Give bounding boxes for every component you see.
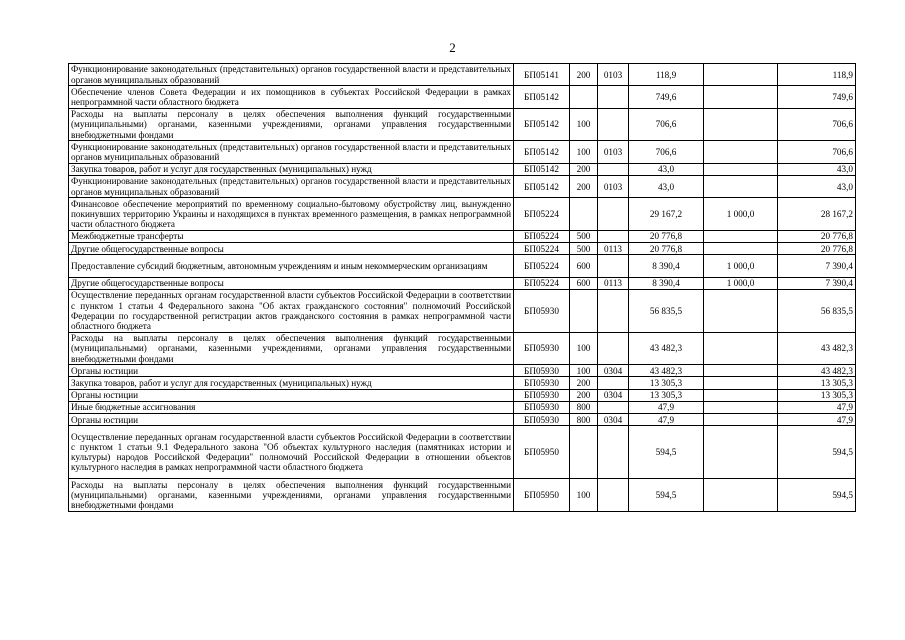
section-code-cell: 0103 <box>598 141 629 163</box>
table-row <box>69 414 856 426</box>
total-amount-cell: 13 305,3 <box>778 389 856 401</box>
table-row <box>69 332 856 365</box>
total-amount-cell: 43,0 <box>778 163 856 175</box>
total-amount-cell: 7 390,4 <box>778 277 856 289</box>
table-row <box>69 198 856 231</box>
expense-type-cell: 100 <box>570 108 598 141</box>
expense-type-cell: 100 <box>570 479 598 512</box>
target-code-cell: БП05142 <box>514 108 570 141</box>
expense-type-cell <box>570 86 598 108</box>
total-amount-cell: 13 305,3 <box>778 377 856 389</box>
section-code-cell <box>598 479 629 512</box>
change-amount-cell <box>704 243 778 255</box>
change-amount-cell <box>704 230 778 242</box>
amount-cell: 29 167,2 <box>629 198 704 231</box>
expense-name-cell: Предоставление субсидий бюджетным, автономным учреждениям и иным некоммерческим организациям <box>69 255 514 277</box>
change-amount-cell <box>704 289 778 332</box>
change-amount-cell <box>704 163 778 175</box>
table-row <box>69 163 856 175</box>
total-amount-cell: 749,6 <box>778 86 856 108</box>
section-code-cell <box>598 86 629 108</box>
expense-type-cell: 200 <box>570 377 598 389</box>
target-code-cell: БП05142 <box>514 141 570 163</box>
change-amount-cell <box>704 401 778 413</box>
expense-name-cell: Другие общегосударственные вопросы <box>69 243 514 255</box>
target-code-cell: БП05142 <box>514 163 570 175</box>
expense-name-cell: Функционирование законодательных (представительных) органов государственной власти и представительных органов муниципальных образований <box>69 175 514 197</box>
table-row <box>69 243 856 255</box>
section-code-cell <box>598 198 629 231</box>
section-code-cell <box>598 230 629 242</box>
amount-cell: 8 390,4 <box>629 277 704 289</box>
target-code-cell: БП05930 <box>514 289 570 332</box>
target-code-cell: БП05930 <box>514 401 570 413</box>
table-row <box>69 230 856 242</box>
expense-name-cell: Расходы на выплаты персоналу в целях обеспечения выполнения функций государственными (муниципальными) органами, казенными учреждениями, органами управления государственными внебюджетными фондами <box>69 108 514 141</box>
expense-name-cell: Иные бюджетные ассигнования <box>69 401 514 413</box>
change-amount-cell <box>704 141 778 163</box>
amount-cell: 47,9 <box>629 414 704 426</box>
expense-name-cell: Органы юстиции <box>69 365 514 377</box>
change-amount-cell <box>704 377 778 389</box>
expense-type-cell <box>570 198 598 231</box>
expense-type-cell: 600 <box>570 255 598 277</box>
expense-name-cell: Функционирование законодательных (представительных) органов государственной власти и представительных органов муниципальных образований <box>69 141 514 163</box>
expense-name-cell: Финансовое обеспечение мероприятий по временному социально-бытовому обустройству лиц, вынужденно покинувших территорию Украины и находящихся в пунктах временного размещения, в рамках непрограммной части областного бюджета <box>69 198 514 231</box>
change-amount-cell: 1 000,0 <box>704 198 778 231</box>
section-code-cell <box>598 255 629 277</box>
change-amount-cell <box>704 332 778 365</box>
section-code-cell <box>598 163 629 175</box>
table-row <box>69 108 856 141</box>
target-code-cell: БП05141 <box>514 64 570 86</box>
expense-name-cell: Осуществление переданных органам государственной власти субъектов Российской Федерации в соответствии с пунктом 1 статьи 4 Федерального закона "Об актах гражданского состояния" полномочий Российской Федерации по государственной регистрации актов гражданского состояния в рамках непрограммной части областного бюджета <box>69 289 514 332</box>
change-amount-cell <box>704 108 778 141</box>
expense-name-cell: Другие общегосударственные вопросы <box>69 277 514 289</box>
target-code-cell: БП05930 <box>514 365 570 377</box>
change-amount-cell <box>704 389 778 401</box>
expense-type-cell: 500 <box>570 230 598 242</box>
target-code-cell: БП05930 <box>514 332 570 365</box>
target-code-cell: БП05930 <box>514 377 570 389</box>
expense-type-cell <box>570 289 598 332</box>
expense-type-cell: 600 <box>570 277 598 289</box>
table-row <box>69 389 856 401</box>
total-amount-cell: 28 167,2 <box>778 198 856 231</box>
target-code-cell: БП05224 <box>514 243 570 255</box>
change-amount-cell <box>704 479 778 512</box>
expense-name-cell: Межбюджетные трансферты <box>69 230 514 242</box>
amount-cell: 43,0 <box>629 163 704 175</box>
expense-name-cell: Расходы на выплаты персоналу в целях обеспечения выполнения функций государственными (муниципальными) органами, казенными учреждениями, органами управления государственными внебюджетными фондами <box>69 332 514 365</box>
total-amount-cell: 20 776,8 <box>778 243 856 255</box>
expense-name-cell: Осуществление переданных органам государственной власти субъектов Российской Федерации в соответствии с пунктом 1 статьи 9.1 Федерального закона "Об объектах культурного наследия (памятниках истории и культуры) народов Российской Федерации" полномочий Российской Федерации в отношении объектов культурного наследия в рамках непрограммной части областного бюджета <box>69 426 514 479</box>
change-amount-cell: 1 000,0 <box>704 277 778 289</box>
amount-cell: 43 482,3 <box>629 365 704 377</box>
section-code-cell: 0113 <box>598 277 629 289</box>
expense-type-cell: 100 <box>570 365 598 377</box>
table-row <box>69 277 856 289</box>
total-amount-cell: 594,5 <box>778 479 856 512</box>
amount-cell: 13 305,3 <box>629 377 704 389</box>
section-code-cell: 0113 <box>598 243 629 255</box>
section-code-cell: 0304 <box>598 389 629 401</box>
expense-type-cell: 200 <box>570 175 598 197</box>
table-row <box>69 365 856 377</box>
amount-cell: 118,9 <box>629 64 704 86</box>
table-row <box>69 64 856 86</box>
section-code-cell: 0304 <box>598 414 629 426</box>
expense-type-cell: 200 <box>570 389 598 401</box>
section-code-cell <box>598 377 629 389</box>
amount-cell: 43 482,3 <box>629 332 704 365</box>
target-code-cell: БП05142 <box>514 86 570 108</box>
table-row <box>69 426 856 479</box>
amount-cell: 594,5 <box>629 479 704 512</box>
table-row <box>69 377 856 389</box>
total-amount-cell: 47,9 <box>778 414 856 426</box>
expense-name-cell: Расходы на выплаты персоналу в целях обеспечения выполнения функций государственными (муниципальными) органами, казенными учреждениями, органами управления государственными внебюджетными фондами <box>69 479 514 512</box>
amount-cell: 56 835,5 <box>629 289 704 332</box>
amount-cell: 43,0 <box>629 175 704 197</box>
target-code-cell: БП05950 <box>514 479 570 512</box>
table-row <box>69 175 856 197</box>
section-code-cell: 0103 <box>598 175 629 197</box>
expense-type-cell: 100 <box>570 332 598 365</box>
table-row <box>69 401 856 413</box>
section-code-cell <box>598 426 629 479</box>
target-code-cell: БП05950 <box>514 426 570 479</box>
expense-type-cell: 100 <box>570 141 598 163</box>
table-row <box>69 289 856 332</box>
total-amount-cell: 7 390,4 <box>778 255 856 277</box>
change-amount-cell <box>704 86 778 108</box>
target-code-cell: БП05930 <box>514 389 570 401</box>
expense-name-cell: Органы юстиции <box>69 389 514 401</box>
amount-cell: 20 776,8 <box>629 230 704 242</box>
expense-name-cell: Органы юстиции <box>69 414 514 426</box>
change-amount-cell <box>704 175 778 197</box>
change-amount-cell <box>704 64 778 86</box>
section-code-cell <box>598 332 629 365</box>
total-amount-cell: 594,5 <box>778 426 856 479</box>
target-code-cell: БП05930 <box>514 414 570 426</box>
total-amount-cell: 43,0 <box>778 175 856 197</box>
expense-type-cell: 500 <box>570 243 598 255</box>
expense-type-cell: 800 <box>570 414 598 426</box>
table-row <box>69 141 856 163</box>
section-code-cell: 0304 <box>598 365 629 377</box>
target-code-cell: БП05224 <box>514 230 570 242</box>
target-code-cell: БП05224 <box>514 198 570 231</box>
expense-name-cell: Функционирование законодательных (представительных) органов государственной власти и представительных органов муниципальных образований <box>69 64 514 86</box>
total-amount-cell: 706,6 <box>778 108 856 141</box>
expense-name-cell: Закупка товаров, работ и услуг для государственных (муниципальных) нужд <box>69 163 514 175</box>
section-code-cell <box>598 289 629 332</box>
amount-cell: 749,6 <box>629 86 704 108</box>
total-amount-cell: 56 835,5 <box>778 289 856 332</box>
section-code-cell: 0103 <box>598 64 629 86</box>
table-row <box>69 86 856 108</box>
amount-cell: 594,5 <box>629 426 704 479</box>
budget-table <box>68 63 856 512</box>
total-amount-cell: 118,9 <box>778 64 856 86</box>
expense-type-cell: 200 <box>570 64 598 86</box>
total-amount-cell: 43 482,3 <box>778 365 856 377</box>
amount-cell: 47,9 <box>629 401 704 413</box>
total-amount-cell: 20 776,8 <box>778 230 856 242</box>
expense-type-cell: 200 <box>570 163 598 175</box>
amount-cell: 706,6 <box>629 108 704 141</box>
budget-table-body <box>69 64 856 512</box>
expense-type-cell <box>570 426 598 479</box>
target-code-cell: БП05224 <box>514 255 570 277</box>
change-amount-cell <box>704 365 778 377</box>
section-code-cell <box>598 108 629 141</box>
change-amount-cell <box>704 414 778 426</box>
total-amount-cell: 43 482,3 <box>778 332 856 365</box>
section-code-cell <box>598 401 629 413</box>
total-amount-cell: 706,6 <box>778 141 856 163</box>
expense-name-cell: Обеспечение членов Совета Федерации и их помощников в субъектах Российской Федерации в рамках непрограммной части областного бюджета <box>69 86 514 108</box>
change-amount-cell: 1 000,0 <box>704 255 778 277</box>
target-code-cell: БП05224 <box>514 277 570 289</box>
amount-cell: 706,6 <box>629 141 704 163</box>
page-number: 2 <box>449 40 456 55</box>
table-row <box>69 479 856 512</box>
expense-name-cell: Закупка товаров, работ и услуг для государственных (муниципальных) нужд <box>69 377 514 389</box>
amount-cell: 20 776,8 <box>629 243 704 255</box>
amount-cell: 13 305,3 <box>629 389 704 401</box>
total-amount-cell: 47,9 <box>778 401 856 413</box>
change-amount-cell <box>704 426 778 479</box>
target-code-cell: БП05142 <box>514 175 570 197</box>
table-row <box>69 255 856 277</box>
expense-type-cell: 800 <box>570 401 598 413</box>
amount-cell: 8 390,4 <box>629 255 704 277</box>
